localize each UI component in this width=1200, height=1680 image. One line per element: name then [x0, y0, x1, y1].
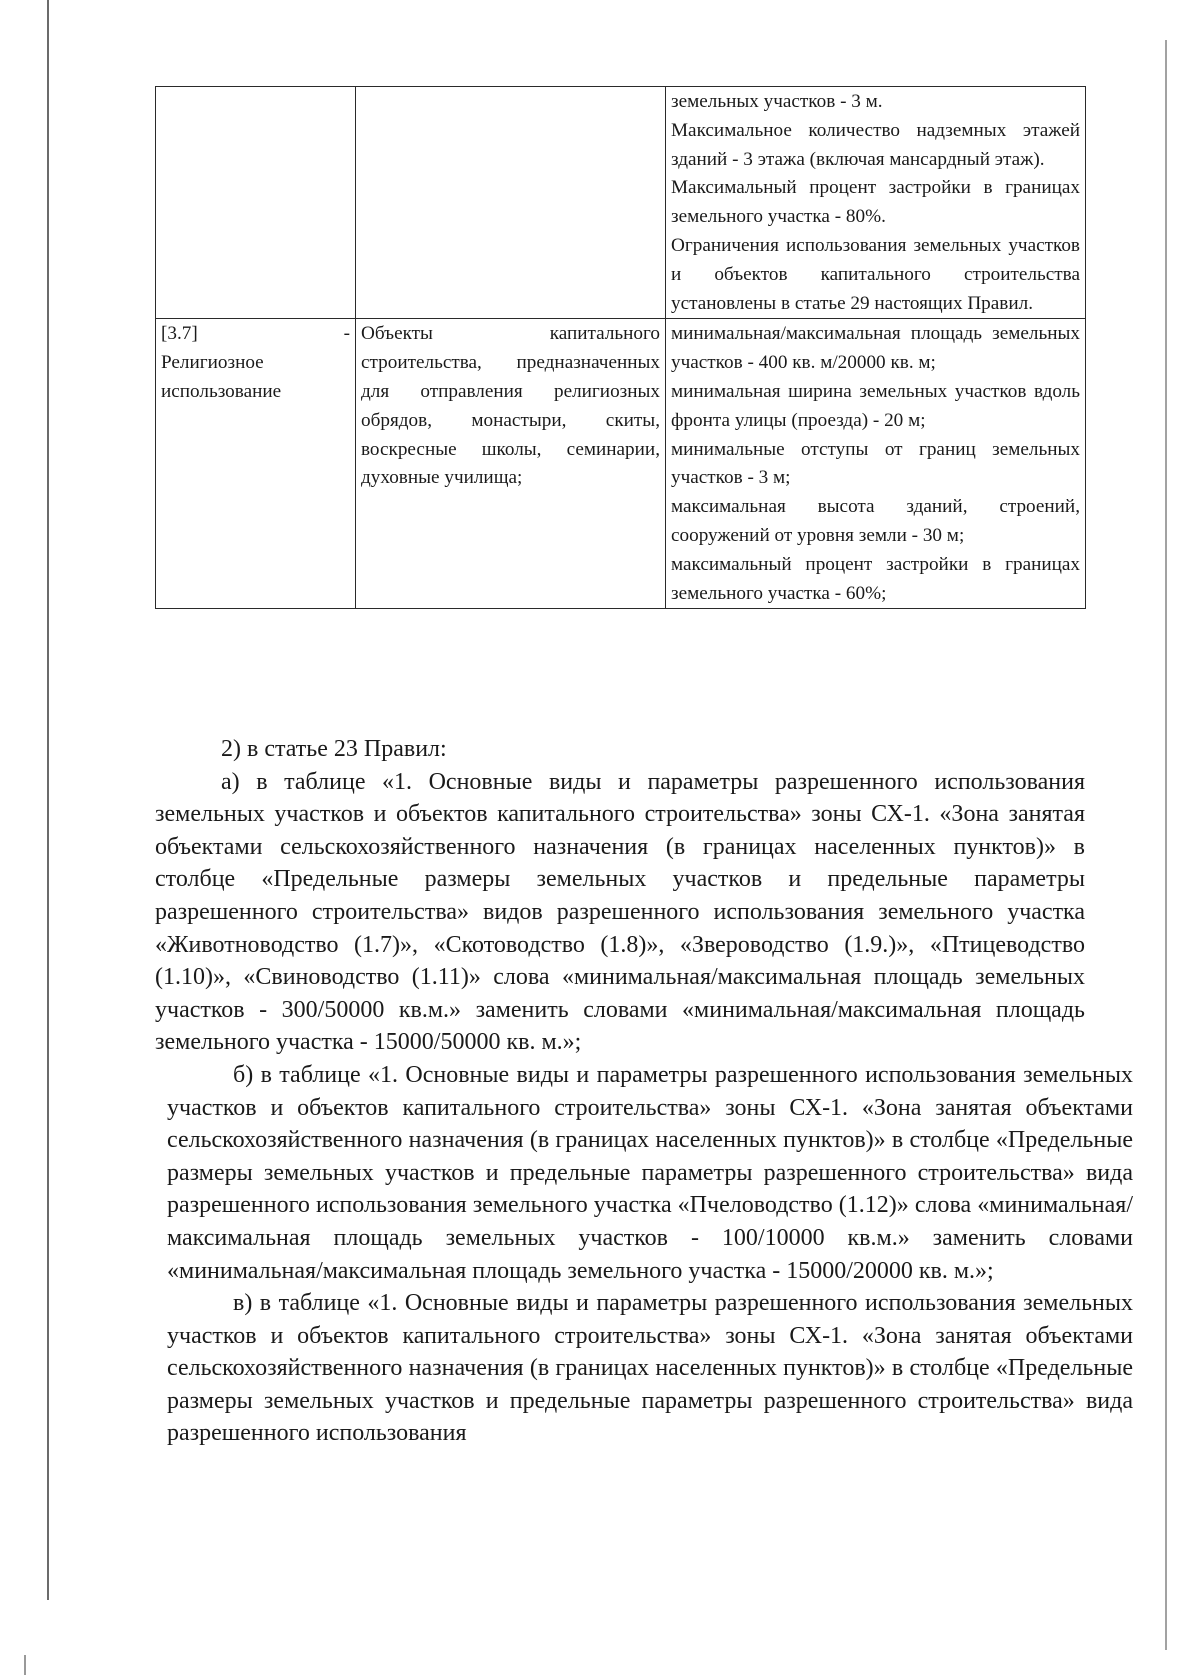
- table-cell-code: [156, 319, 356, 609]
- table-cell-params: [666, 319, 1086, 609]
- paragraph-b: б) в таблице «1. Основные виды и параметры разрешенного использования земельных участков и объектов капитального строительства» зоны СХ-1. «Зона занятая объектами сельскохозяйственного назначения (в границах населенных пунктов)» в столбце «Предельные размеры земельных участков и предельные параметры разрешенного строительства» вида разрешенного использования земельного участка «Пчеловодство (1.12)» слова «минимальная/максимальная площадь земельных участков - 100/10000 кв.м.» заменить словами «минимальная/максимальная площадь земельного участка - 15000/20000 кв. м.»;: [167, 1061, 1133, 1284]
- use-description: Объекты капитального строительства, предназначенных для отправления религиозных обрядов, монастыри, скиты, воскресные школы, семинарии, духовные училища;: [361, 323, 660, 489]
- table-row: [156, 319, 1086, 609]
- param-line: максимальный процент застройки в границах земельного участка - 60%;: [671, 553, 1080, 604]
- param-line: Максимальное количество надземных этажей зданий - 3 этажа (включая мансардный этаж).: [671, 119, 1080, 170]
- param-line: земельных участков - 3 м.: [671, 91, 883, 112]
- table-cell-description: [356, 319, 666, 609]
- zoning-table: [155, 86, 1086, 609]
- table-cell-code: [156, 87, 356, 319]
- table-cell-description: [356, 87, 666, 319]
- scan-left-edge: [47, 0, 49, 1600]
- use-name: Религиозное использование: [161, 352, 282, 402]
- use-code: [3.7]: [161, 323, 198, 345]
- param-line: максимальная высота зданий, строений, сооружений от уровня земли - 30 м;: [671, 496, 1080, 546]
- paragraph-a: а) в таблице «1. Основные виды и параметры разрешенного использования земельных участков и объектов капитального строительства» зоны СХ-1. «Зона занятая объектами сельскохозяйственного назначения (в границах населенных пунктов)» в столбце «Предельные размеры земельных участков и предельные параметры разрешенного строительства» видов разрешенного использования земельного участка «Животноводство (1.7)», «Скотоводство (1.8)», «Звероводство (1.9.)», «Птицеводство (1.10)», «Свиноводство (1.11)» слова «минимальная/максимальная площадь земельных участков - 300/50000 кв.м.» заменить словами «минимальная/максимальная площадь земельного участка - 15000/50000 кв. м.»;: [155, 768, 1085, 1056]
- table-row: [156, 87, 1086, 319]
- param-line: Ограничения использования земельных участков и объектов капитального строительства установлены в статье 29 настоящих Правил.: [671, 234, 1080, 314]
- scan-right-edge: [1165, 40, 1167, 1650]
- param-line: Максимальный процент застройки в границах земельного участка - 80%.: [671, 177, 1080, 228]
- document-body: [155, 733, 1133, 1450]
- paragraph-c: в) в таблице «1. Основные виды и параметры разрешенного использования земельных участков и объектов капитального строительства» зоны СХ-1. «Зона занятая объектами сельскохозяйственного назначения (в границах населенных пунктов)» в столбце «Предельные размеры земельных участков и предельные параметры разрешенного строительства» вида разрешенного использования: [167, 1290, 1133, 1447]
- code-dash: -: [343, 323, 350, 345]
- scan-mark: [24, 1655, 26, 1675]
- param-line: минимальная/максимальная площадь земельных участков - 400 кв. м/20000 кв. м;: [671, 323, 1080, 374]
- param-line: минимальная ширина земельных участков вдоль фронта улицы (проезда) - 20 м;: [671, 380, 1080, 431]
- section-intro: 2) в статье 23 Правил:: [221, 736, 447, 762]
- table-cell-params: [666, 87, 1086, 319]
- param-line: минимальные отступы от границ земельных участков - 3 м;: [671, 438, 1080, 489]
- code-line: [161, 320, 350, 349]
